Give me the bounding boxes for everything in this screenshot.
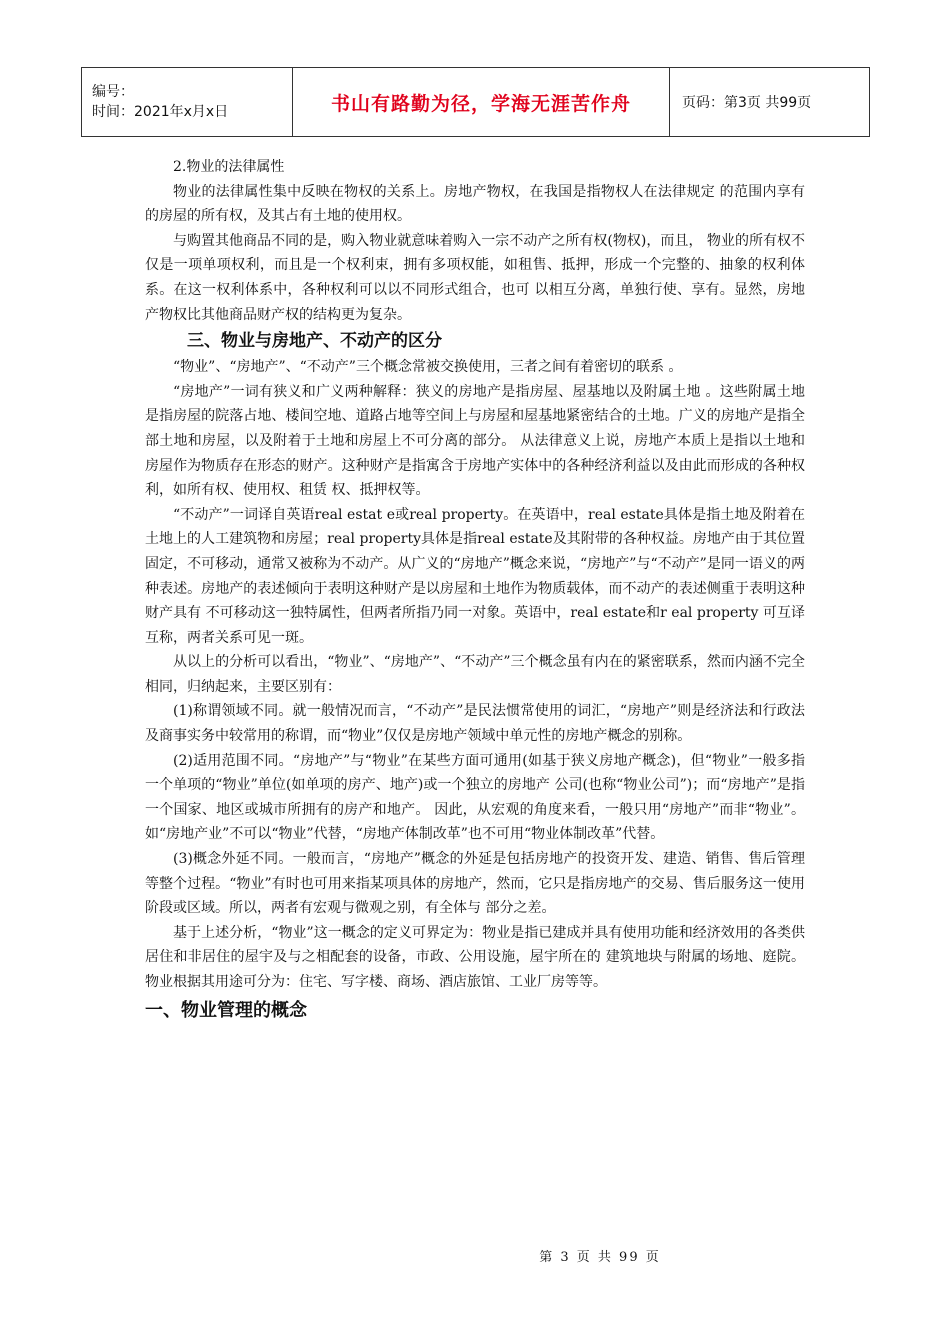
date-line: 时间：2021年x月x日: [92, 104, 229, 120]
section-heading-legal: 2.物业的法律属性: [173, 159, 285, 175]
page-footer: [0, 1246, 950, 1265]
paragraph: (1)称谓领域不同。就一般情况而言，“不动产”是民法惯常使用的词汇，“房地产”则是经济法和行政法及商事实务中较常用的称谓，而“物业”仅仅是房地产领域中单元性的房地产概念的别称。: [145, 703, 805, 745]
document-header: [81, 67, 870, 137]
section-heading-distinction: 三、物业与房地产、不动产的区分: [187, 331, 442, 352]
paragraph: 与购置其他商品不同的是，购入物业就意味着购入一宗不动产之所有权(物权)，而且， 物业的所有权不仅是一项单项权利，而且是一个权利束，拥有多项权能，如租售、抵押，形成一个完整的、抽象的权利体系。在这一权利体系中，各种权利可以以不同形式组合，也可 以相互分离，单独行使、享有。显然，房地产物权比其他商品财产权的结构更为复杂。: [145, 232, 805, 323]
number-label: 编号：: [92, 84, 134, 100]
paragraph: 物业的法律属性集中反映在物权的关系上。房地产物权，在我国是指物权人在法律规定 的范围内享有的房屋的所有权，及其占有土地的使用权。: [145, 183, 805, 225]
paragraph: (2)适用范围不同。“房地产”与“物业”在某些方面可通用(如基于狭义房地产概念)，但“物业”一般多指一个单项的“物业”单位(如单项的房产、地产)或一个独立的房地产 公司(也称“物业公司”)；而“房地产”是指一个国家、地区或城市所拥有的房产和地产。 因此，从宏观的角度来看，一般只用“房地产”而非“物业”。如“房地产业”不可以“物业”代替，“房地产体制改革”也不可用“物业体制改革”代替。: [145, 752, 805, 843]
header-motto: 书山有路勤为径，学海无涯苦作舟: [293, 68, 670, 137]
paragraph: “房地产”一词有狭义和广义两种解释：狭义的房地产是指房屋、屋基地以及附属土地 。这些附属土地是指房屋的院落占地、楼间空地、道路占地等空间上与房屋和屋基地紧密结合的土地。广义的房地产是指全部土地和房屋，以及附着于土地和房屋上不可分离的部分。 从法律意义上说，房地产本质上是指以土地和房屋作为物质存在形态的财产。这种财产是指寓含于房地产实体中的各种经济利益以及由此而形成的各种权利，如所有权、使用权、租赁 权、抵押权等。: [145, 383, 805, 499]
header-meta: [82, 68, 293, 137]
document-body: [145, 155, 805, 1025]
header-page-info: 页码：第3页 共99页: [670, 68, 870, 137]
paragraph: 基于上述分析，“物业”这一概念的定义可界定为：物业是指已建成并具有使用功能和经济效用的各类供居住和非居住的屋宇及与之相配套的设备，市政、公用设施，屋宇所在的 建筑地块与附属的场地、庭院。物业根据其用途可分为：住宅、写字楼、商场、酒店旅馆、工业厂房等等。: [145, 924, 805, 990]
chapter-heading: 一、物业管理的概念: [145, 999, 307, 1021]
paragraph: (3)概念外延不同。一般而言，“房地产”概念的外延是包括房地产的投资开发、建造、销售、售后管理等整个过程。“物业”有时也可用来指某项具体的房地产，然而，它只是指房地产的交易、售后服务这一使用阶段或区域。所以，两者有宏观与微观之别，有全体与 部分之差。: [145, 851, 805, 917]
paragraph: “不动产”一词译自英语real estat e或real property。在英语中，real estate具体是指土地及附着在土地上的人工建筑物和房屋；real property具体是指real estate及其附带的各种权益。房地产由于其位置固定，不可移动，通常又被称为不动产。从广义的“房地产”概念来说，“房地产”与“不动产”是同一语义的两种表述。房地产的表述倾向于表明这种财产是以房屋和土地作为物质载体，而不动产的表述侧重于表明这种财产具有 不可移动这一独特属性，但两者所指乃同一对象。英语中，real estate和r eal property 可互译互称，两者关系可见一斑。: [145, 506, 805, 646]
paragraph: “物业”、“房地产”、“不动产”三个概念常被交换使用，三者之间有着密切的联系 。: [173, 359, 683, 376]
footer-page-number: 第 3 页 共 99 页: [539, 1250, 661, 1265]
paragraph: 从以上的分析可以看出，“物业”、“房地产”、“不动产”三个概念虽有内在的紧密联系，然而内涵不完全相同，归纳起来，主要区别有：: [145, 654, 805, 695]
